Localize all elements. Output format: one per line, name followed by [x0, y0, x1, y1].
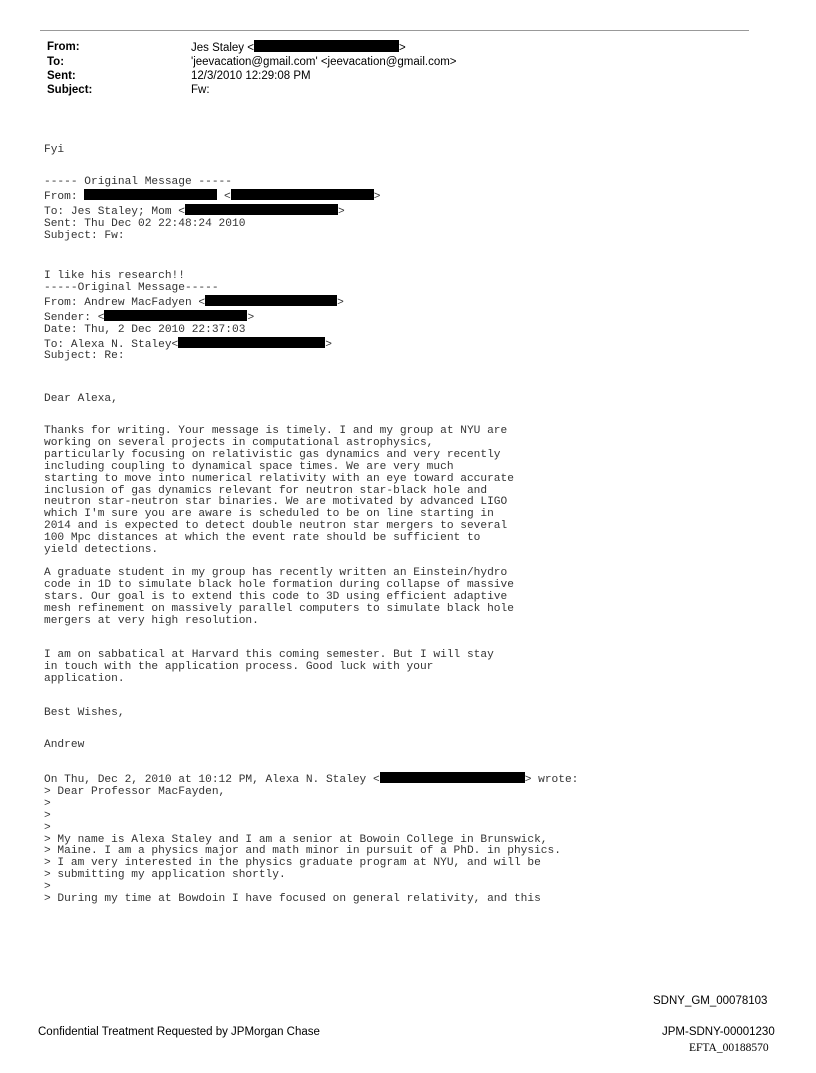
orig1-from [44, 191, 380, 203]
quoted-message [44, 772, 578, 906]
confidential-notice: Confidential Treatment Requested by JPMorgan Chase [38, 1026, 320, 1038]
orig1-to-close: > [338, 205, 345, 218]
email-header [47, 40, 457, 97]
separator: ----- Original Message ----- [44, 176, 232, 188]
quote-line: > [44, 881, 51, 894]
orig1-from-label: From: [44, 190, 85, 203]
orig2-sender [44, 312, 254, 324]
orig2-sender-text: Sender: < [44, 311, 105, 324]
paragraph-2 [44, 568, 514, 628]
para-line: inclusion of gas dynamics relevant for neutron star-black hole and [44, 484, 488, 497]
redaction-block [231, 189, 374, 200]
quote-line: > During my time at Bowdoin I have focused on general relativity, and this [44, 893, 541, 906]
from-close: > [398, 42, 406, 54]
sent-value: 12/3/2010 12:29:08 PM [191, 70, 311, 82]
quote-intro-close: > wrote: [524, 774, 579, 786]
quote-line: > [44, 821, 51, 834]
quote-line: > Maine. I am a physics major and math minor in pursuit of a PhD. in physics. [44, 845, 561, 858]
para-line: working on several projects in computational astrophysics, [44, 436, 434, 449]
para-line: I am on sabbatical at Harvard this coming semester. But I will stay [44, 649, 494, 661]
orig2-to-close: > [325, 338, 332, 351]
quote-line: > Dear Professor MacFayden, [44, 785, 226, 798]
redaction-block [185, 204, 338, 215]
para-line: mergers at very high resolution. [44, 614, 259, 627]
quote-line: > My name is Alexa Staley and I am a senior at Bowoin College in Brunswick, [44, 833, 548, 846]
orig2-sender-close: > [247, 311, 255, 324]
para-line: starting to move into numerical relativity with an eye toward accurate [44, 472, 514, 485]
from-label: From: [47, 41, 80, 53]
orig2-subject: Subject: Re: [44, 350, 125, 363]
to-value: 'jeevacation@gmail.com' <jeevacation@gmail.com> [191, 56, 457, 68]
bates-number-jpm: JPM-SDNY-00001230 [662, 1026, 775, 1038]
redaction-block [84, 189, 217, 200]
efta-number: EFTA_00188570 [689, 1042, 769, 1054]
para-line: 2014 and is expected to detect double neutron star mergers to several [44, 520, 508, 533]
para-line: neutron star-neutron star binaries. We are motivated by advanced LIGO [44, 496, 508, 509]
orig2-date: Date: Thu, 2 Dec 2010 22:37:03 [44, 323, 246, 336]
paragraph-3 [44, 650, 494, 686]
from-value [191, 40, 406, 55]
subject-value: Fw: [191, 84, 210, 96]
sent-row [47, 69, 457, 83]
bates-number-top: SDNY_GM_00078103 [653, 995, 768, 1007]
orig2-from-close: > [337, 296, 344, 309]
quote-line: > submitting my application shortly. [44, 869, 286, 882]
quote-line: > I am very interested in the physics graduate program at NYU, and will be [44, 857, 541, 870]
signature: Andrew [44, 739, 85, 751]
para-line: including coupling to dynamical space times. We are very much [44, 460, 454, 473]
orig1-from-close: > [373, 190, 381, 203]
para-line: which I'm sure you are aware is scheduled to be on line starting in [44, 508, 494, 521]
orig1-to [44, 206, 345, 218]
paragraph-1 [44, 426, 514, 557]
redaction-block [254, 40, 399, 52]
quote-intro-text: On Thu, Dec 2, 2010 at 10:12 PM, Alexa N. Staley < [44, 774, 380, 786]
para-line: stars. Our goal is to extend this code to 3D using efficient adaptive [44, 590, 508, 603]
subject-label: Subject: [47, 84, 93, 96]
orig1-subject: Subject: Fw: [44, 229, 125, 242]
original-message-2 [44, 271, 344, 363]
para-line: particularly focusing on relativistic gas dynamics and very recently [44, 448, 501, 461]
orig1-from-mid: < [217, 190, 231, 203]
orig2-to [44, 339, 332, 351]
para-line: application. [44, 672, 125, 685]
closing: Best Wishes, [44, 707, 125, 719]
redaction-block [104, 310, 247, 321]
para-line: code in 1D to simulate black hole formation during collapse of massive [44, 578, 514, 591]
para-line: A graduate student in my group has recently written an Einstein/hydro [44, 567, 508, 579]
original-message-1 [44, 177, 380, 243]
quote-line: > [44, 809, 51, 822]
header-rule [40, 30, 749, 31]
quote-line: > [44, 797, 51, 810]
para-line: Thanks for writing. Your message is timely. I and my group at NYU are [44, 425, 508, 437]
subject-row [47, 83, 457, 97]
orig1-to-text: To: Jes Staley; Mom < [44, 205, 185, 218]
redaction-block [380, 772, 525, 783]
greeting: Dear Alexa, [44, 393, 118, 405]
para-line: 100 Mpc distances at which the event rate should be sufficient to [44, 532, 481, 545]
sent-label: Sent: [47, 70, 76, 82]
from-name: Jes Staley < [191, 42, 254, 54]
para-line: yield detections. [44, 544, 159, 557]
like-line: I like his research!! [44, 270, 185, 282]
para-line: in touch with the application process. Good luck with your [44, 660, 434, 673]
to-row [47, 55, 457, 69]
redaction-block [205, 295, 337, 306]
to-label: To: [47, 56, 65, 68]
separator: -----Original Message----- [44, 281, 219, 294]
quote-intro [44, 774, 578, 786]
redaction-block [178, 337, 325, 348]
orig2-from [44, 297, 344, 309]
orig1-sent: Sent: Thu Dec 02 22:48:24 2010 [44, 217, 246, 230]
para-line: mesh refinement on massively parallel computers to simulate black hole [44, 602, 514, 615]
fyi-line: Fyi [44, 144, 65, 156]
orig2-from-text: From: Andrew MacFadyen < [44, 296, 206, 309]
from-row [47, 40, 457, 55]
orig2-to-text: To: Alexa N. Staley< [44, 338, 179, 351]
